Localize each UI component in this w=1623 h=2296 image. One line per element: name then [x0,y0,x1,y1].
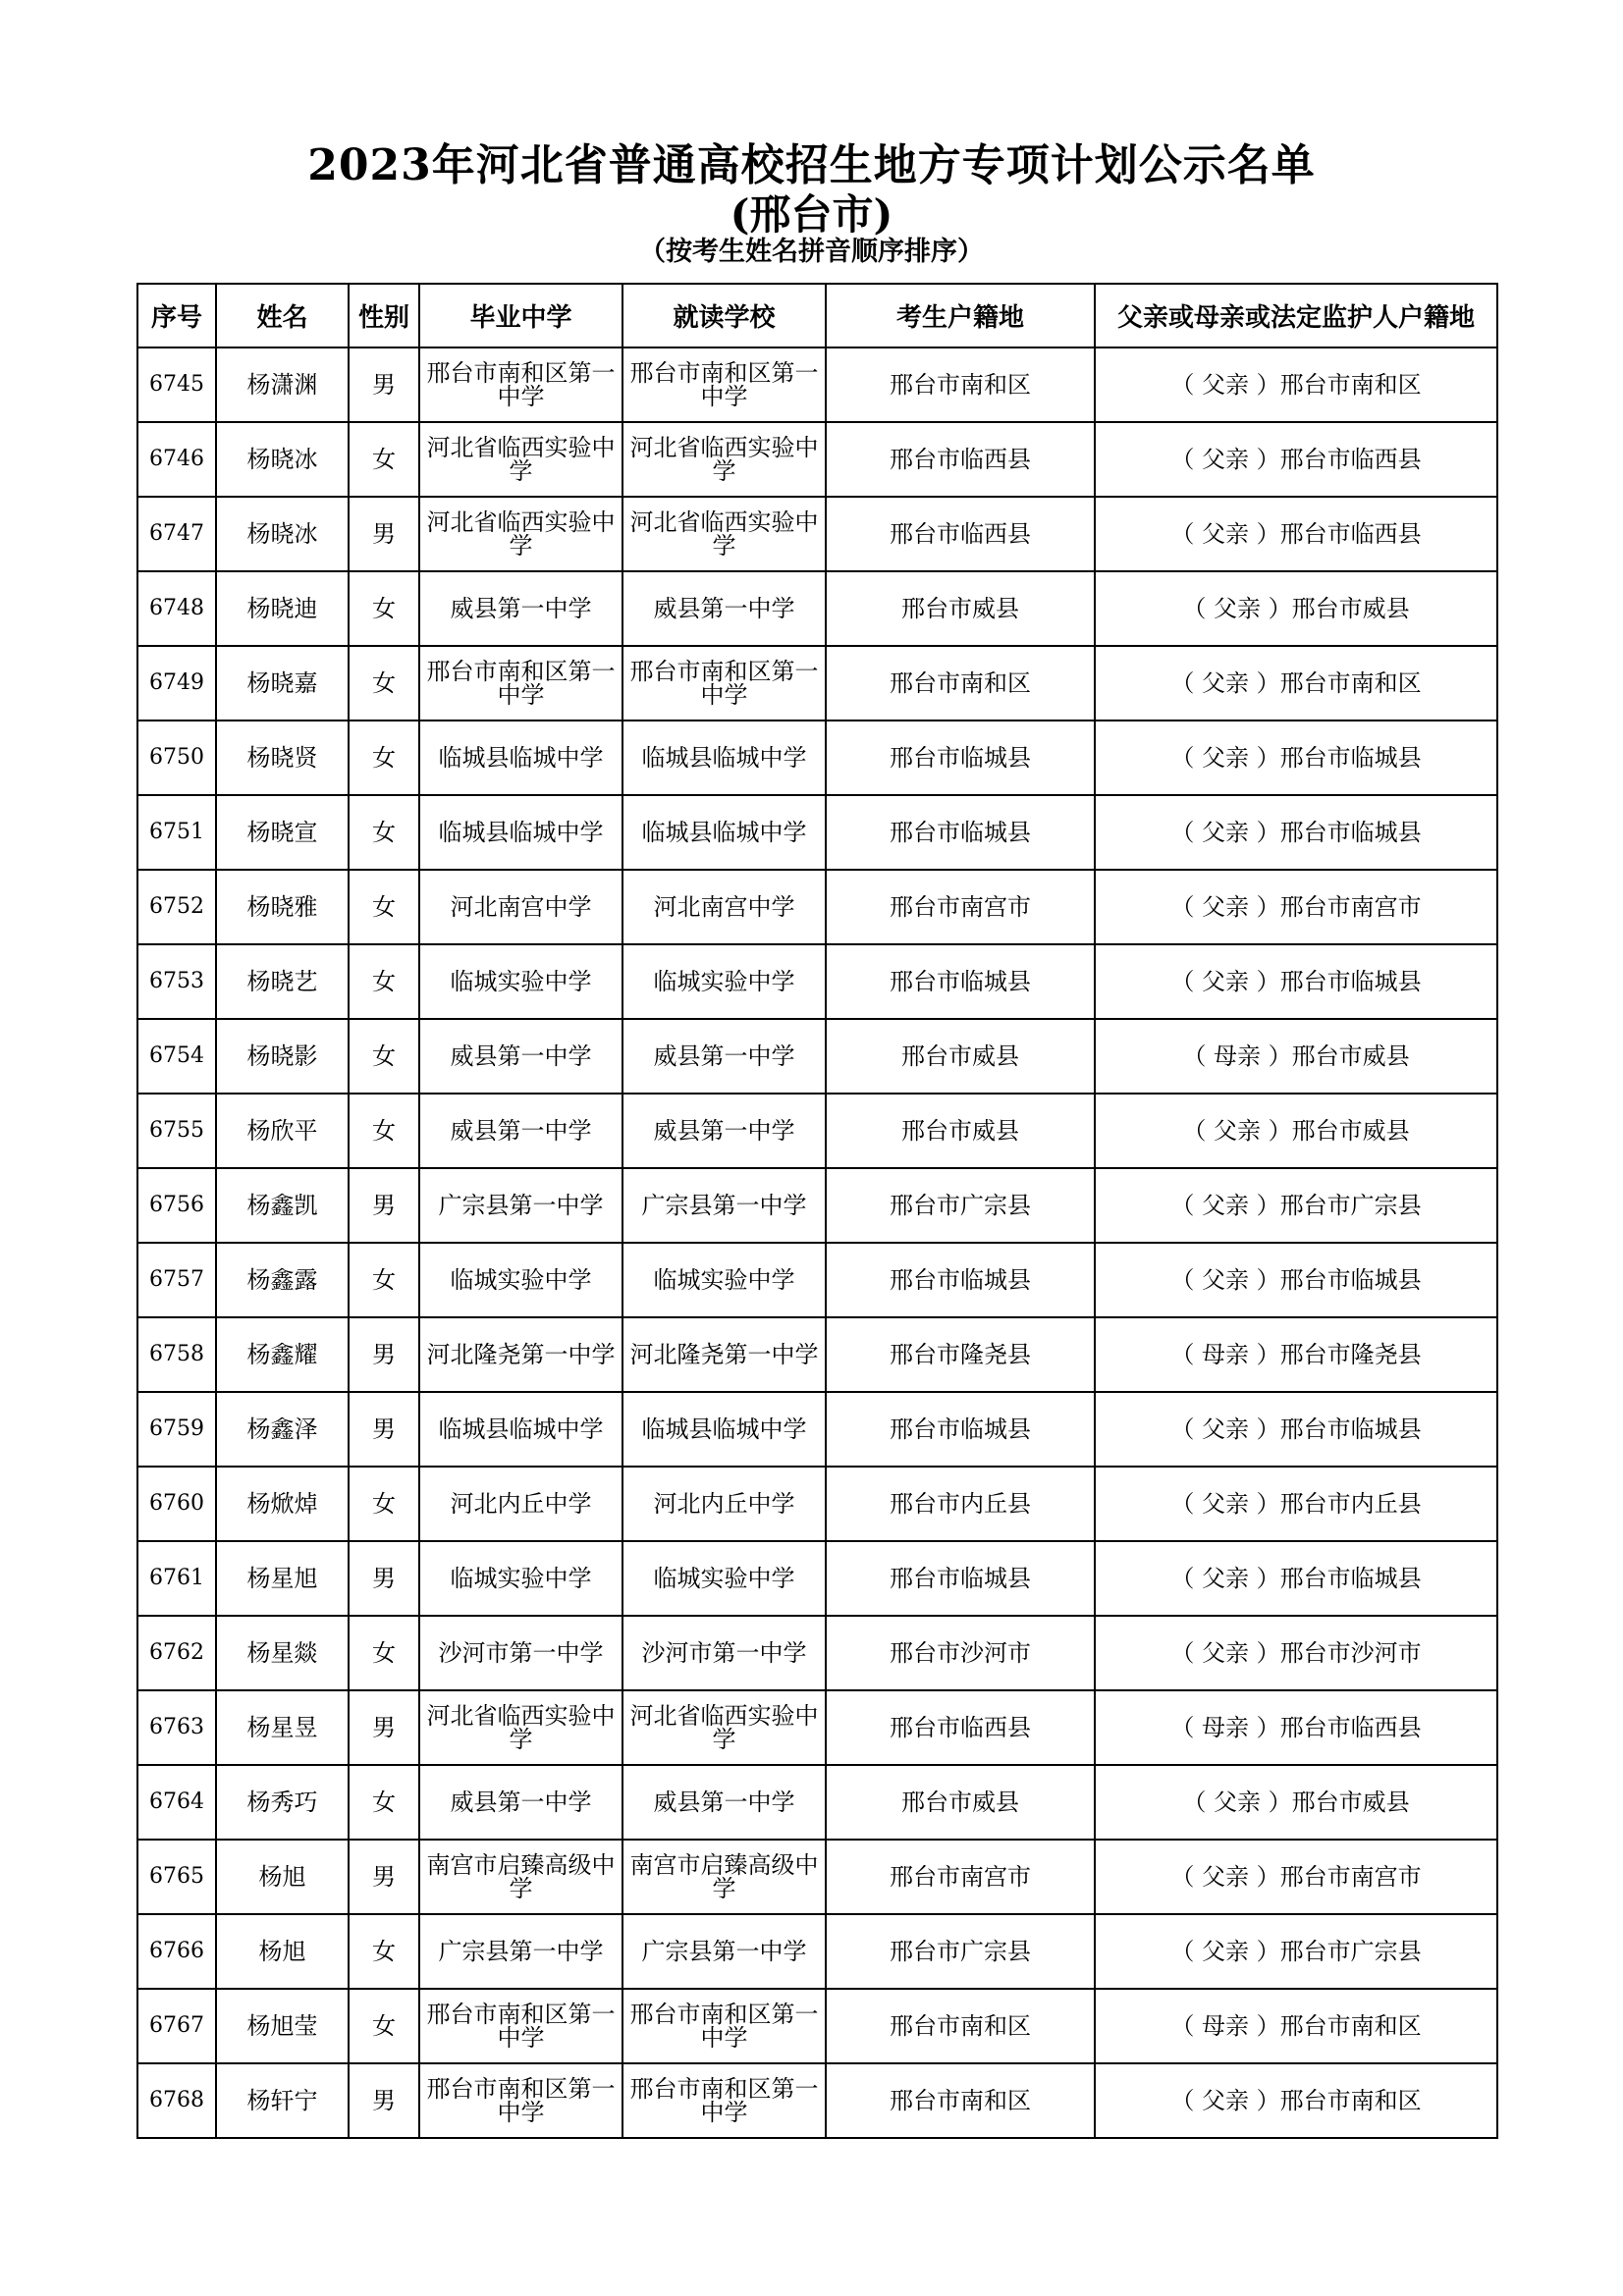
col-header-name: 姓名 [216,284,349,347]
cell-current-school: 河北南宫中学 [622,870,826,944]
cell-index: 6768 [137,2063,216,2138]
cell-gender: 女 [349,944,419,1019]
cell-guardian-residence: （ 母亲 ）邢台市南和区 [1095,1989,1497,2063]
cell-graduation-school: 邢台市南和区第一中学 [419,347,622,422]
table-row [137,944,1497,1019]
cell-graduation-school: 威县第一中学 [419,1019,622,1094]
cell-graduation-school: 邢台市南和区第一中学 [419,1989,622,2063]
cell-graduation-school: 河北省临西实验中学 [419,422,622,497]
cell-current-school: 南宫市启臻高级中学 [622,1840,826,1914]
cell-guardian-residence: （ 母亲 ）邢台市隆尧县 [1095,1317,1497,1392]
cell-index: 6752 [137,870,216,944]
cell-index: 6766 [137,1914,216,1989]
cell-graduation-school: 河北隆尧第一中学 [419,1317,622,1392]
table-row [137,870,1497,944]
cell-gender: 男 [349,1840,419,1914]
cell-name: 杨晓嘉 [216,646,349,721]
cell-index: 6761 [137,1541,216,1616]
cell-graduation-school: 河北南宫中学 [419,870,622,944]
table-header-row [137,284,1497,347]
cell-name: 杨秀巧 [216,1765,349,1840]
sort-note: （按考生姓名拼音顺序排序） [639,237,984,267]
cell-name: 杨星旭 [216,1541,349,1616]
cell-guardian-residence: （ 父亲 ）邢台市内丘县 [1095,1467,1497,1541]
cell-index: 6753 [137,944,216,1019]
cell-index: 6764 [137,1765,216,1840]
cell-current-school: 临城县临城中学 [622,1392,826,1467]
cell-student-residence: 邢台市威县 [826,1094,1095,1168]
cell-guardian-residence: （ 父亲 ）邢台市临城县 [1095,721,1497,795]
cell-student-residence: 邢台市南宫市 [826,1840,1095,1914]
table-row [137,1914,1497,1989]
cell-guardian-residence: （ 父亲 ）邢台市南和区 [1095,2063,1497,2138]
cell-name: 杨焮焯 [216,1467,349,1541]
cell-student-residence: 邢台市临城县 [826,1541,1095,1616]
col-header-guardian-residence: 父亲或母亲或法定监护人户籍地 [1095,284,1497,347]
cell-gender: 女 [349,870,419,944]
cell-graduation-school: 威县第一中学 [419,1765,622,1840]
cell-index: 6767 [137,1989,216,2063]
cell-index: 6747 [137,497,216,571]
cell-current-school: 临城实验中学 [622,944,826,1019]
cell-student-residence: 邢台市临城县 [826,1243,1095,1317]
cell-gender: 女 [349,795,419,870]
cell-index: 6758 [137,1317,216,1392]
table-row [137,1243,1497,1317]
cell-index: 6760 [137,1467,216,1541]
cell-name: 杨欣平 [216,1094,349,1168]
table-row [137,347,1497,422]
cell-guardian-residence: （ 父亲 ）邢台市沙河市 [1095,1616,1497,1690]
cell-gender: 男 [349,1541,419,1616]
cell-index: 6759 [137,1392,216,1467]
cell-gender: 男 [349,2063,419,2138]
cell-gender: 女 [349,1243,419,1317]
cell-gender: 男 [349,1317,419,1392]
cell-student-residence: 邢台市威县 [826,1765,1095,1840]
cell-graduation-school: 河北内丘中学 [419,1467,622,1541]
table-row [137,1094,1497,1168]
cell-name: 杨旭 [216,1840,349,1914]
cell-graduation-school: 临城实验中学 [419,1541,622,1616]
cell-name: 杨晓宣 [216,795,349,870]
cell-guardian-residence: （ 父亲 ）邢台市临西县 [1095,422,1497,497]
cell-name: 杨晓雅 [216,870,349,944]
cell-guardian-residence: （ 父亲 ）邢台市临西县 [1095,497,1497,571]
cell-guardian-residence: （ 父亲 ）邢台市威县 [1095,571,1497,646]
cell-guardian-residence: （ 父亲 ）邢台市广宗县 [1095,1914,1497,1989]
table-row [137,1392,1497,1467]
cell-gender: 女 [349,646,419,721]
cell-graduation-school: 临城县临城中学 [419,1392,622,1467]
cell-current-school: 邢台市南和区第一中学 [622,347,826,422]
cell-name: 杨旭 [216,1914,349,1989]
cell-guardian-residence: （ 父亲 ）邢台市临城县 [1095,944,1497,1019]
cell-index: 6754 [137,1019,216,1094]
cell-student-residence: 邢台市临西县 [826,422,1095,497]
table-row [137,1690,1497,1765]
roster-table [136,283,1498,2139]
cell-index: 6765 [137,1840,216,1914]
cell-index: 6763 [137,1690,216,1765]
cell-gender: 男 [349,1168,419,1243]
col-header-index: 序号 [137,284,216,347]
cell-graduation-school: 邢台市南和区第一中学 [419,646,622,721]
cell-gender: 女 [349,1094,419,1168]
cell-guardian-residence: （ 父亲 ）邢台市威县 [1095,1765,1497,1840]
cell-current-school: 威县第一中学 [622,571,826,646]
cell-guardian-residence: （ 母亲 ）邢台市威县 [1095,1019,1497,1094]
cell-graduation-school: 临城县临城中学 [419,795,622,870]
cell-gender: 女 [349,571,419,646]
cell-student-residence: 邢台市广宗县 [826,1914,1095,1989]
cell-current-school: 临城县临城中学 [622,721,826,795]
cell-student-residence: 邢台市临城县 [826,721,1095,795]
cell-guardian-residence: （ 父亲 ）邢台市临城县 [1095,1541,1497,1616]
cell-name: 杨晓艺 [216,944,349,1019]
page-subtitle: (邢台市) [730,190,893,239]
cell-student-residence: 邢台市临西县 [826,497,1095,571]
cell-name: 杨晓冰 [216,497,349,571]
cell-guardian-residence: （ 父亲 ）邢台市临城县 [1095,795,1497,870]
page-title: 2023年河北省普通高校招生地方专项计划公示名单 [307,140,1316,190]
cell-index: 6745 [137,347,216,422]
table-row [137,1467,1497,1541]
cell-gender: 女 [349,1467,419,1541]
cell-graduation-school: 广宗县第一中学 [419,1914,622,1989]
cell-graduation-school: 威县第一中学 [419,571,622,646]
cell-name: 杨轩宁 [216,2063,349,2138]
cell-index: 6750 [137,721,216,795]
cell-student-residence: 邢台市南和区 [826,1989,1095,2063]
cell-guardian-residence: （ 父亲 ）邢台市南宫市 [1095,1840,1497,1914]
cell-current-school: 广宗县第一中学 [622,1914,826,1989]
cell-student-residence: 邢台市沙河市 [826,1616,1095,1690]
cell-student-residence: 邢台市内丘县 [826,1467,1095,1541]
cell-graduation-school: 邢台市南和区第一中学 [419,2063,622,2138]
cell-current-school: 邢台市南和区第一中学 [622,646,826,721]
cell-current-school: 临城县临城中学 [622,795,826,870]
col-header-graduation-school: 毕业中学 [419,284,622,347]
cell-guardian-residence: （ 父亲 ）邢台市威县 [1095,1094,1497,1168]
cell-gender: 女 [349,1019,419,1094]
cell-current-school: 威县第一中学 [622,1765,826,1840]
cell-current-school: 河北省临西实验中学 [622,422,826,497]
cell-graduation-school: 河北省临西实验中学 [419,497,622,571]
cell-graduation-school: 临城实验中学 [419,1243,622,1317]
cell-gender: 男 [349,497,419,571]
cell-graduation-school: 广宗县第一中学 [419,1168,622,1243]
cell-index: 6757 [137,1243,216,1317]
cell-guardian-residence: （ 父亲 ）邢台市南和区 [1095,646,1497,721]
cell-index: 6751 [137,795,216,870]
cell-current-school: 河北内丘中学 [622,1467,826,1541]
cell-name: 杨旭莹 [216,1989,349,2063]
cell-gender: 男 [349,1392,419,1467]
cell-student-residence: 邢台市临城县 [826,1392,1095,1467]
cell-student-residence: 邢台市南宫市 [826,870,1095,944]
cell-student-residence: 邢台市南和区 [826,2063,1095,2138]
cell-index: 6756 [137,1168,216,1243]
table-row [137,571,1497,646]
cell-current-school: 临城实验中学 [622,1243,826,1317]
cell-guardian-residence: （ 父亲 ）邢台市临城县 [1095,1243,1497,1317]
cell-gender: 女 [349,1616,419,1690]
table-row [137,1989,1497,2063]
cell-gender: 女 [349,422,419,497]
col-header-current-school: 就读学校 [622,284,826,347]
cell-name: 杨潇渊 [216,347,349,422]
cell-index: 6746 [137,422,216,497]
cell-name: 杨鑫泽 [216,1392,349,1467]
cell-student-residence: 邢台市临城县 [826,944,1095,1019]
table-row [137,1616,1497,1690]
cell-graduation-school: 沙河市第一中学 [419,1616,622,1690]
cell-name: 杨星燚 [216,1616,349,1690]
cell-name: 杨晓迪 [216,571,349,646]
table-row [137,2063,1497,2138]
cell-name: 杨晓贤 [216,721,349,795]
cell-index: 6749 [137,646,216,721]
cell-name: 杨鑫露 [216,1243,349,1317]
cell-name: 杨星昱 [216,1690,349,1765]
cell-gender: 男 [349,347,419,422]
cell-student-residence: 邢台市临西县 [826,1690,1095,1765]
cell-student-residence: 邢台市隆尧县 [826,1317,1095,1392]
cell-name: 杨鑫凯 [216,1168,349,1243]
cell-student-residence: 邢台市南和区 [826,646,1095,721]
cell-current-school: 河北省临西实验中学 [622,1690,826,1765]
cell-graduation-school: 临城县临城中学 [419,721,622,795]
cell-current-school: 威县第一中学 [622,1019,826,1094]
cell-current-school: 河北隆尧第一中学 [622,1317,826,1392]
cell-student-residence: 邢台市威县 [826,571,1095,646]
table-row [137,1168,1497,1243]
col-header-student-residence: 考生户籍地 [826,284,1095,347]
cell-guardian-residence: （ 父亲 ）邢台市南宫市 [1095,870,1497,944]
table-row [137,721,1497,795]
cell-gender: 女 [349,1914,419,1989]
cell-graduation-school: 临城实验中学 [419,944,622,1019]
table-row [137,422,1497,497]
cell-gender: 女 [349,1989,419,2063]
table-row [137,1019,1497,1094]
cell-gender: 女 [349,1765,419,1840]
cell-student-residence: 邢台市威县 [826,1019,1095,1094]
cell-guardian-residence: （ 父亲 ）邢台市临城县 [1095,1392,1497,1467]
table-row [137,1541,1497,1616]
cell-current-school: 临城实验中学 [622,1541,826,1616]
cell-graduation-school: 南宫市启臻高级中学 [419,1840,622,1914]
cell-name: 杨晓影 [216,1019,349,1094]
cell-current-school: 河北省临西实验中学 [622,497,826,571]
cell-name: 杨鑫耀 [216,1317,349,1392]
cell-current-school: 广宗县第一中学 [622,1168,826,1243]
cell-graduation-school: 威县第一中学 [419,1094,622,1168]
table-row [137,1840,1497,1914]
cell-current-school: 威县第一中学 [622,1094,826,1168]
cell-name: 杨晓冰 [216,422,349,497]
cell-student-residence: 邢台市临城县 [826,795,1095,870]
cell-gender: 男 [349,1690,419,1765]
table-row [137,646,1497,721]
table-row [137,1317,1497,1392]
table-row [137,795,1497,870]
cell-student-residence: 邢台市南和区 [826,347,1095,422]
cell-gender: 女 [349,721,419,795]
cell-guardian-residence: （ 母亲 ）邢台市临西县 [1095,1690,1497,1765]
cell-graduation-school: 河北省临西实验中学 [419,1690,622,1765]
table-row [137,1765,1497,1840]
cell-index: 6762 [137,1616,216,1690]
cell-index: 6748 [137,571,216,646]
table-row [137,497,1497,571]
col-header-gender: 性别 [349,284,419,347]
cell-guardian-residence: （ 父亲 ）邢台市广宗县 [1095,1168,1497,1243]
cell-student-residence: 邢台市广宗县 [826,1168,1095,1243]
cell-current-school: 邢台市南和区第一中学 [622,2063,826,2138]
cell-current-school: 邢台市南和区第一中学 [622,1989,826,2063]
cell-index: 6755 [137,1094,216,1168]
cell-guardian-residence: （ 父亲 ）邢台市南和区 [1095,347,1497,422]
cell-current-school: 沙河市第一中学 [622,1616,826,1690]
